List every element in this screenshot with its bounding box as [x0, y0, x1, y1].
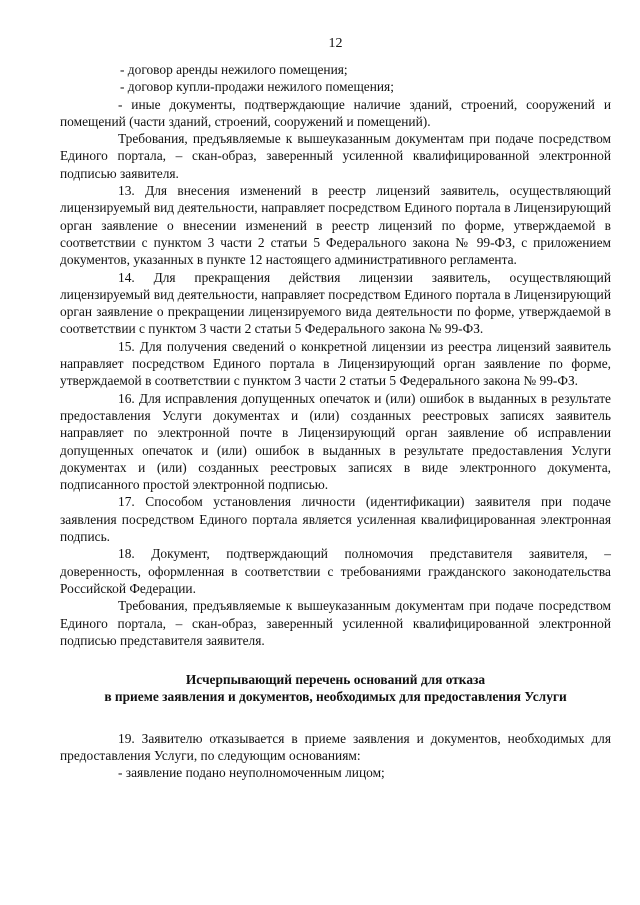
section-heading [60, 671, 611, 706]
section-heading-line-2: в приеме заявления и документов, необходимых для предоставления Услуги [104, 689, 567, 705]
paragraph-18: 18. Документ, подтверждающий полномочия представителя заявителя, – доверенность, оформленная в соответствии с требованиями гражданского законодательства Российской Федерации. [60, 546, 611, 596]
list-item-unauthorized: - заявление подано неуполномоченным лицом; [118, 765, 385, 781]
paragraph-17: 17. Способом установления личности (идентификации) заявителя при подаче заявления посредством Единого портала является усиленная квалифицированная электронная подпись. [60, 494, 611, 545]
paragraph-19: 19. Заявителю отказывается в приеме заявления и документов, необходимых для предоставления Услуги, по следующим основаниям: [60, 730, 611, 763]
paragraph-15: 15. Для получения сведений о конкретной лицензии из реестра лицензий заявитель направляет посредством Единого портала в Лицензирующий орган заявление по форме, утверждаемой в соответствии с пунктом 3 части 2 статьи 5 Федерального закона № 99-ФЗ. [60, 338, 611, 389]
section-heading-line-1: Исчерпывающий перечень оснований для отказа [185, 672, 486, 688]
paragraph-representative-requirements: Требования, предъявляемые к вышеуказанным документам при подаче посредством Единого портала, – скан-образ, заверенный усиленной квалифицированной электронной подписью представителя заявителя. [60, 598, 611, 648]
page-number: 12 [328, 36, 343, 51]
list-item-purchase: - договор купли-продажи нежилого помещения; [120, 79, 394, 95]
list-item-lease: - договор аренды нежилого помещения; [120, 62, 348, 77]
paragraph-14: 14. Для прекращения действия лицензии заявитель, осуществляющий лицензируемый вид деятельности, направляет посредством Единого портала в Лицензирующий орган заявление о прекращении лицензируемого вида деятельности по форме, утверждаемой в соответствии с пунктом 3 части 2 статьи 5 Федерального закона № 99-ФЗ. [60, 269, 611, 337]
paragraph-requirements: Требования, предъявляемые к вышеуказанным документам при подаче посредством Единого портала, – скан-образ, заверенный усиленной квалифицированной электронной подписью заявителя. [60, 131, 611, 181]
paragraph-13: 13. Для внесения изменений в реестр лицензий заявитель, осуществляющий лицензируемый вид деятельности, направляет посредством Единого портала в Лицензирующий орган заявление о внесении изменений в реестр лицензий по форме, утверждаемой в соответствии с пунктом 3 части 2 статьи 5 Федерального закона № 99-ФЗ, с приложением документов, указанных в пункте 12 настоящего административного регламента. [60, 183, 611, 268]
paragraph-16: 16. Для исправления допущенных опечаток и (или) ошибок в выданных в результате предоставления Услуги документах и (или) созданных реестровых записях заявитель направляет по электронной почте в Лицензирующий орган заявление об исправлении допущенных опечаток и (или) ошибок в выданных в результате предоставления Услуги документах и (или) созданных реестровых записях в виде электронного документа, подписанного простой электронной подписью. [60, 390, 611, 493]
list-item-other-docs: - иные документы, подтверждающие наличие зданий, строений, сооружений и помещений (части зданий, строений, сооружений и помещений). [60, 96, 611, 129]
